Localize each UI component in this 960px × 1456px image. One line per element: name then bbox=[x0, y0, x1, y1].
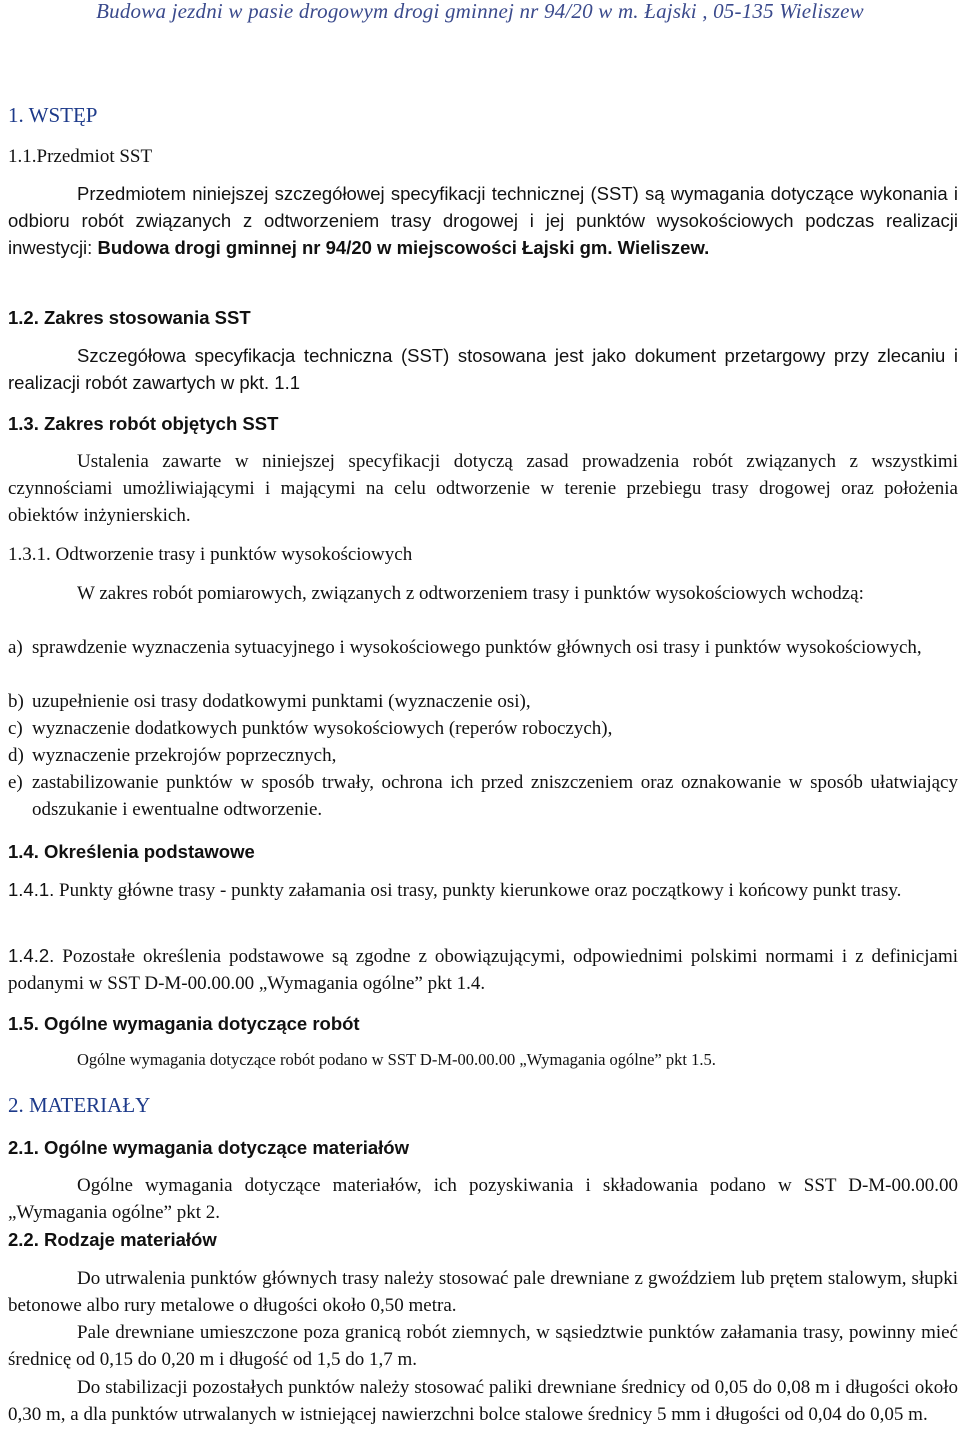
list-text: zastabilizowanie punktów w sposób trwały, ochrona ich przed zniszczeniem oraz oznakowanie w sposób ułatwiający odszukanie i ewentualne odtworzenie. bbox=[32, 772, 958, 820]
section-1-4-1-number: 1.4.1. bbox=[8, 879, 55, 900]
list-item-b bbox=[8, 688, 958, 715]
section-1-1-text: Przedmiotem niniejszej szczegółowej specyfikacji technicznej (SST) są wymagania dotyczące wykonania i odbioru robót związanych z odtworzeniem trasy drogowej i jej punktów wysokościowych podczas realizacji inwestycji: bbox=[8, 183, 958, 258]
section-1-5-heading: 1.5. Ogólne wymagania dotyczące robót bbox=[8, 1013, 360, 1034]
list-label: e) bbox=[8, 772, 23, 793]
section-2-1-paragraph: Ogólne wymagania dotyczące materiałów, ich pozyskiwania i składowania podano w SST D-M-00.00.00 „Wymagania ogólne” pkt 2. bbox=[8, 1175, 958, 1223]
investment-name: Budowa drogi gminnej nr 94/20 w miejscowości Łajski gm. Wieliszew. bbox=[97, 237, 710, 258]
section-1-4-1-text: Punkty główne trasy - punkty załamania osi trasy, punkty kierunkowe oraz początkowy i końcowy punkt trasy. bbox=[59, 880, 902, 901]
section-1-4-2-number: 1.4.2. bbox=[8, 945, 55, 966]
section-1-4-1-paragraph bbox=[8, 876, 958, 904]
list-text: uzupełnienie osi trasy dodatkowymi punktami (wyznaczenie osi), bbox=[32, 691, 531, 712]
list-label: d) bbox=[8, 745, 24, 766]
list-label: c) bbox=[8, 718, 23, 739]
list-item-c bbox=[8, 715, 958, 742]
section-2-1-heading: 2.1. Ogólne wymagania dotyczące materiałów bbox=[8, 1137, 409, 1158]
list-item-d bbox=[8, 742, 958, 769]
list-text: wyznaczenie przekrojów poprzecznych, bbox=[32, 745, 337, 766]
list-label: a) bbox=[8, 637, 23, 658]
section-1-3-paragraph: Ustalenia zawarte w niniejszej specyfikacji dotyczą zasad prowadzenia robót związanych z wszystkimi czynnościami umożliwiającymi i mającymi na celu odtworzenie w terenie przebiegu trasy drogowej oraz położenia obiektów inżynierskich. bbox=[8, 451, 958, 526]
section-1-3-1-heading: 1.3.1. Odtworzenie trasy i punktów wysokościowych bbox=[8, 544, 413, 565]
list-item-e bbox=[8, 769, 958, 823]
section-1-4-2-text: Pozostałe określenia podstawowe są zgodne z obowiązującymi, odpowiednimi polskimi normami i z definicjami podanymi w SST D-M-00.00.00 „Wymagania ogólne” pkt 1.4. bbox=[8, 946, 959, 994]
section-2-2-paragraph-2: Pale drewniane umieszczone poza granicą robót ziemnych, w sąsiedztwie punktów załamania trasy, powinny mieć średnicę od 0,15 do 0,20 m i długość od 1,5 do 1,7 m. bbox=[8, 1322, 958, 1370]
list-text: sprawdzenie wyznaczenia sytuacyjnego i wysokościowego punktów głównych osi trasy i punktów wysokościowych, bbox=[32, 637, 922, 658]
section-1-5-text: Ogólne wymagania dotyczące robót podano w SST D-M-00.00.00 „Wymagania ogólne” pkt 1.5. bbox=[77, 1050, 716, 1069]
section-2-2-heading: 2.2. Rodzaje materiałów bbox=[8, 1229, 217, 1250]
section-2-2-paragraph-1: Do utrwalenia punktów głównych trasy należy stosować pale drewniane z gwoździem lub prętem stalowym, słupki betonowe albo rury metalowe o długości około 0,50 metra. bbox=[8, 1268, 958, 1316]
section-1-2-paragraph: Szczegółowa specyfikacja techniczna (SST) stosowana jest jako dokument przetargowy przy zlecaniu i realizacji robót zawartych w pkt. 1.1 bbox=[8, 345, 958, 393]
page-header: Budowa jezdni w pasie drogowym drogi gminnej nr 94/20 w m. Łajski , 05-135 Wieliszew bbox=[96, 0, 864, 23]
section-2-2-paragraph-3: Do stabilizacji pozostałych punktów należy stosować paliki drewniane średnicy od 0,05 do 0,08 m i długości około 0,30 m, a dla punktów utrwalanych w istniejącej nawierzchni bolce stalowe średnicy 5 mm i długości od 0,04 do 0,05 m. bbox=[8, 1377, 958, 1425]
section-2-heading: 2. MATERIAŁY bbox=[8, 1093, 151, 1117]
section-1-4-heading: 1.4. Określenia podstawowe bbox=[8, 841, 255, 862]
section-1-3-1-intro: W zakres robót pomiarowych, związanych z odtworzeniem trasy i punktów wysokościowych wchodzą: bbox=[77, 583, 864, 604]
list-label: b) bbox=[8, 691, 24, 712]
section-1-2-heading: 1.2. Zakres stosowania SST bbox=[8, 307, 251, 328]
section-1-4-2-paragraph bbox=[8, 942, 958, 997]
section-1-3-heading: 1.3. Zakres robót objętych SST bbox=[8, 413, 279, 434]
section-1-heading: 1. WSTĘP bbox=[8, 103, 98, 127]
section-1-1-paragraph bbox=[8, 180, 958, 261]
list-item-a bbox=[8, 634, 958, 661]
section-1-1-heading: 1.1.Przedmiot SST bbox=[8, 146, 153, 167]
list-text: wyznaczenie dodatkowych punktów wysokościowych (reperów roboczych), bbox=[32, 718, 613, 739]
